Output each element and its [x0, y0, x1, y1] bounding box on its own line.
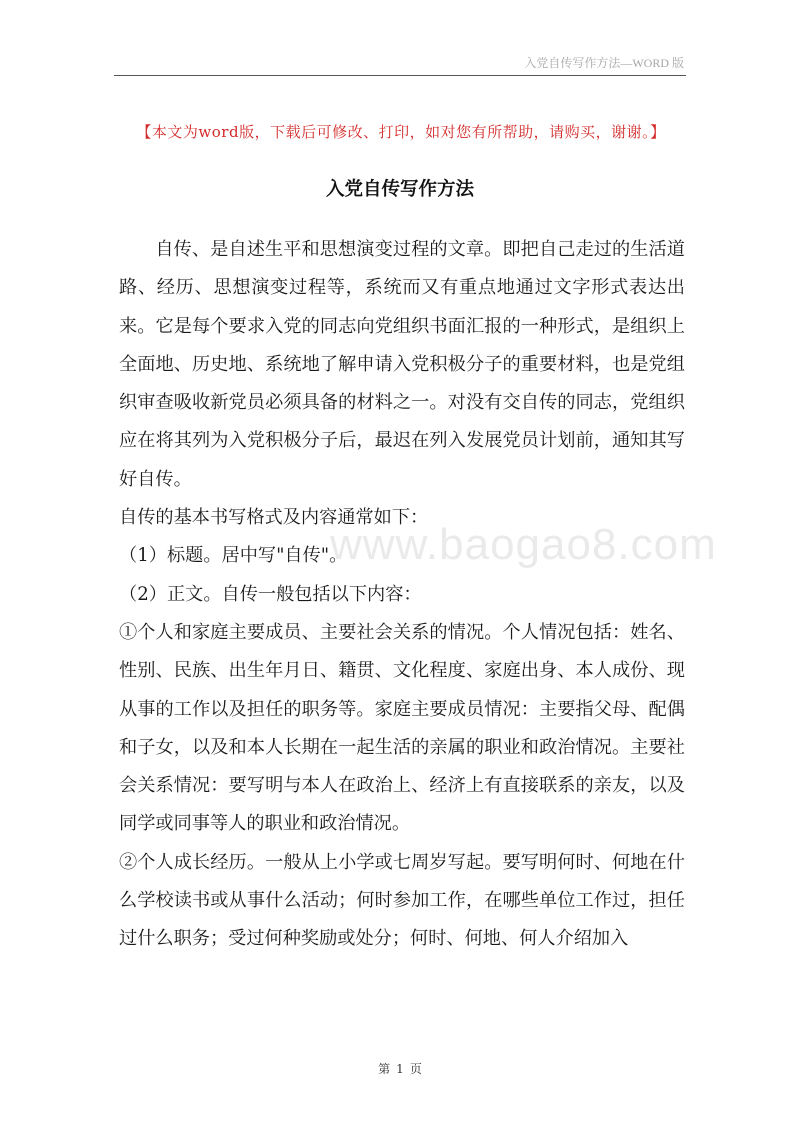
list-item-body: （2）正文。自传一般包括以下内容：: [119, 583, 422, 605]
purchase-notice: 【本文为word版，下载后可修改、打印，如对您有所帮助，请购买，谢谢。】: [136, 123, 666, 141]
page-number: 1: [396, 1062, 404, 1076]
running-header: 入党自传写作方法—WORD 版: [524, 56, 684, 70]
document-title: 入党自传写作方法: [325, 179, 474, 200]
document-body: [119, 231, 685, 959]
header-divider: [114, 75, 686, 76]
format-intro-line: 自传的基本书写格式及内容通常如下：: [119, 507, 429, 529]
intro-paragraph: 自传、是自述生平和思想演变过程的文章。即把自己走过的生活道路、经历、思想演变过程等，系统而又有重点地通过文字形式表达出来。它是每个要求入党的同志向党组织书面汇报的一种形式，是组织上全面地、历史地、系统地了解申请入党积极分子的重要材料，也是党组织审查吸收新党员必须具备的材料之一。对没有交自传的同志，党组织应在将其列为入党积极分子后，最迟在列入发展党员计划前，通知其写好自传。: [119, 239, 685, 490]
page-label-suffix: 页: [409, 1062, 422, 1076]
watermark: www.baogao8.com: [330, 520, 717, 569]
content-item-personal-family: ①个人和家庭主要成员、主要社会关系的情况。个人情况包括：姓名、性别、民族、出生年月日、籍贯、文化程度、家庭出身、本人成份、现从事的工作以及担任的职务等。家庭主要成员情况：主要指父母、配偶和子女，以及和本人长期在一起生活的亲属的职业和政治情况。主要社会关系情况：要写明与本人在政治上、经济上有直接联系的亲友，以及同学或同事等人的职业和政治情况。: [119, 621, 685, 835]
list-item-title: （1）标题。居中写"自传"。: [119, 545, 348, 567]
page-label-prefix: 第: [378, 1062, 391, 1076]
page-footer: [0, 1060, 800, 1077]
content-item-growth-history: ②个人成长经历。一般从上小学或七周岁写起。要写明何时、何地在什么学校读书或从事什么活动；何时参加工作，在哪些单位工作过，担任过什么职务；受过何种奖励或处分；何时、何地、何人介绍加入: [119, 851, 685, 950]
